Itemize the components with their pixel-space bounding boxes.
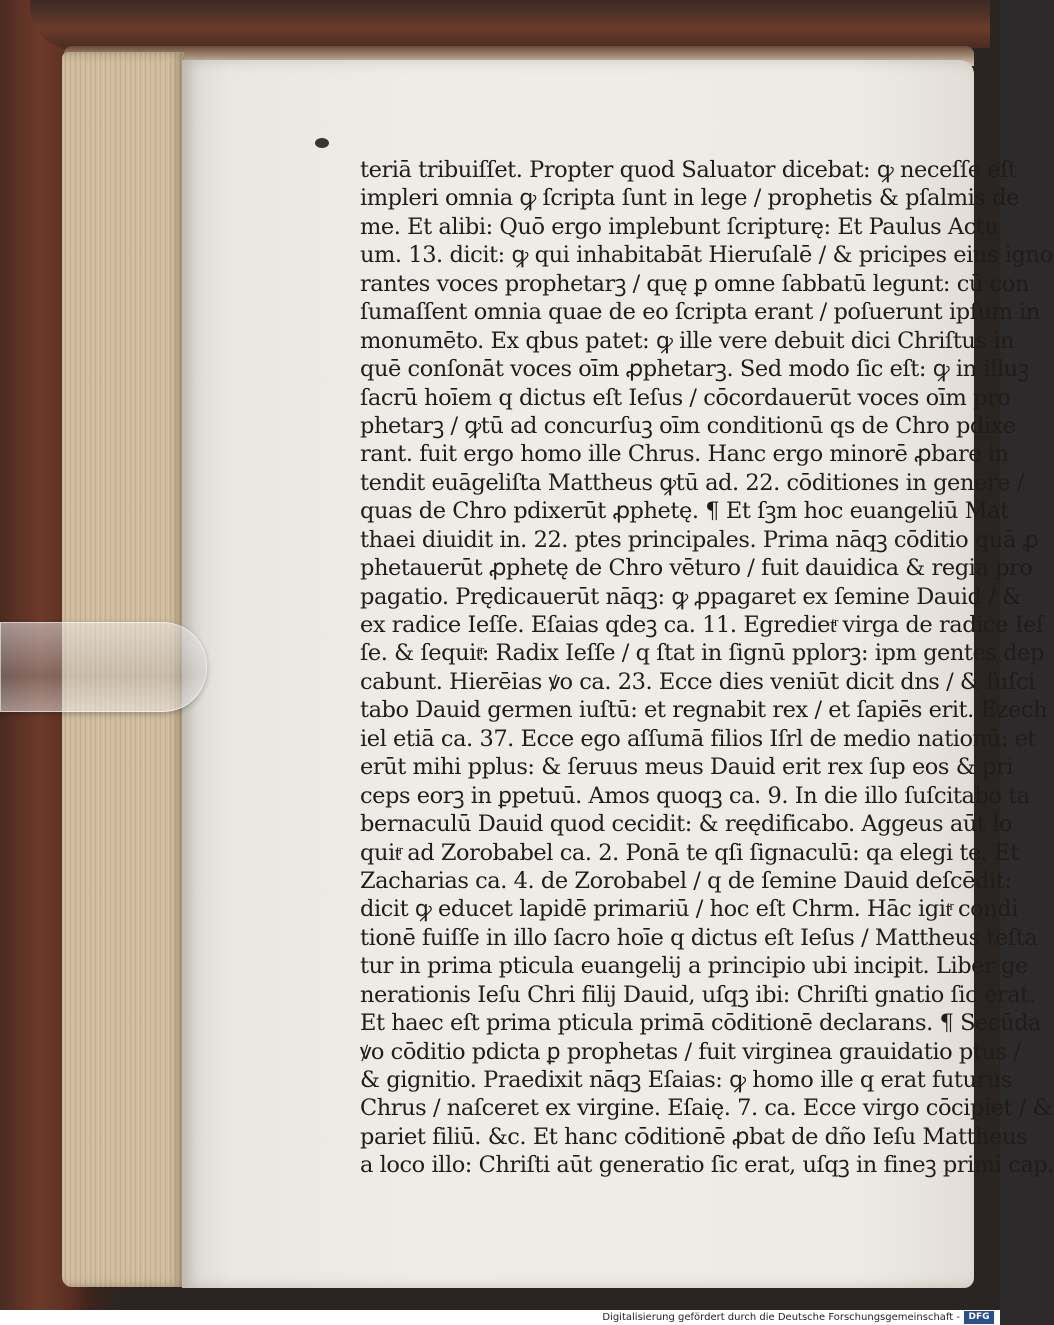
text-line: rant. fuit ergo homo ille Chrus. Hanc ergo minorē ꝓbare in (360, 441, 1009, 468)
text-line: rantes voces prophetarꝫ / quę ꝑ omne ſabbatū legunt: cū con (360, 270, 1029, 297)
text-line: thaei diuidit in. 22. ptes principales. Prima nāqꝫ cōditio quā ꝓ (360, 526, 1039, 553)
text-line: monumēto. Ex qbus patet: ꝙ ille vere debuit dici Chriſtus in (360, 327, 1015, 354)
text-line: nerationis Ieſu Chri filij Dauid, uſqꝫ ibi: Chriſti gnatio ſic erat. (360, 981, 1036, 1008)
text-line: tur in prima pticula euangelij a principio ubi incipit. Liber ge (360, 953, 1028, 980)
text-line: erūt mihi pplus: & ſeruus meus Dauid erit rex ſup eos & pri (360, 754, 1013, 781)
text-line: tionē fuiſſe in illo ſacro hoīe q dictus eſt Ieſus / Mattheus teſta (360, 924, 1038, 951)
text-line: pariet filiū. &c. Et hanc cōditionē ꝓbat de dño Ieſu Mattheus (360, 1123, 1028, 1150)
text-line: ceps eorꝫ in ꝑpetuū. Amos quoqꝫ ca. 9. In die illo ſuſcitabo ta (360, 782, 1030, 809)
text-line: iel etiā ca. 37. Ecce ego aſſumā filios Iſrl de medio nationū: et (360, 725, 1037, 752)
text-line: cabunt. Hierēias ꝟo ca. 23. Ecce dies veniūt dicit dns / & ſuſci (360, 668, 1035, 695)
text-line: ſumaſſent omnia quae de eo ſcripta erant / poſuerunt ipſum in (360, 299, 1040, 326)
book-cover-top (30, 0, 990, 48)
text-line: Zacharias ca. 4. de Zorobabel / q de ſemine Dauid deſcēdit: (360, 867, 1012, 894)
text-line: quas de Chro pdixerūt ꝓphetę. ¶ Et ſꝫm hoc euangeliū Mat (360, 498, 1009, 525)
text-line: ſe. & ſequitͬ: Radix Ieſſe / q ſtat in ſignū pplorꝫ: ipm gentes dep (360, 640, 1044, 667)
text-line: a loco illo: Chriſti aūt generatio ſic erat, uſqꝫ in fineꝫ primi cap. (360, 1152, 1054, 1179)
text-line: quitͬ ad Zorobabel ca. 2. Ponā te qſi ſignaculū: qa elegi te. Et (360, 839, 1019, 866)
text-line: ſacrū hoīem q dictus eſt Ieſus / cōcordauerūt voces oīm pro (360, 384, 1011, 411)
text-line: me. Et alibi: Quō ergo implebunt ſcripturę: Et Paulus Actu (360, 213, 999, 240)
text-line: phetauerūt ꝓphetę de Chro vēturo / fuit dauidica & regia pro (360, 555, 1033, 582)
text-line: phetarꝫ / ꝙtū ad concurſuꝫ oīm conditionū qs de Chro pdixe (360, 412, 1016, 439)
text-line: Et haec eſt prima pticula primā cōditionē declarans. ¶ Secūda (360, 1010, 1042, 1037)
text-line: tabo Dauid germen iuſtū: et regnabit rex / et ſapiēs erit. Ezech (360, 697, 1047, 724)
text-line: & gignitio. Praedixit nāqꝫ Eſaias: ꝙ homo ille q erat futurus (360, 1067, 1012, 1093)
text-line: ꝟo cōditio pdicta ꝑ prophetas / fuit virginea grauidatio ptus / (360, 1038, 1021, 1065)
glass-page-holder (0, 622, 207, 712)
footer-bar (0, 1310, 1000, 1325)
page-text (360, 156, 1054, 1180)
text-line: bernaculū Dauid quod cecidit: & reędificabo. Aggeus aūt lo (360, 811, 1012, 838)
text-line: tendit euāgeliſta Mattheus ꝙtū ad. 22. cōditiones in genere / (360, 469, 1024, 496)
text-line: teriā tribuiſſet. Propter quod Saluator dicebat: ꝙ neceſſe eſt (360, 157, 1017, 183)
text-line: pagatio. Prędicauerūt nāqꝫ: ꝙ ꝓpagaret ex ſemine Dauid / & (360, 583, 1022, 610)
dfg-logo: DFG (964, 1311, 994, 1324)
text-line: dicit ꝙ educet lapidē primariū / hoc eſt Chrm. Hāc igitͬ condi (360, 896, 1018, 923)
funding-credit: Digitalisierung gefördert durch die Deutsche Forschungsgemeinschaft - (602, 1312, 960, 1323)
text-line: quē conſonāt voces oīm ꝓphetarꝫ. Sed modo ſic eſt: ꝙ in illuꝫ (360, 356, 1029, 383)
text-line: impleri omnia ꝙ ſcripta ſunt in lege / prophetis & pſalmis de (360, 185, 1019, 212)
text-line: ex radice Ieſſe. Eſaias qdeꝫ ca. 11. Egredietͬ virga de radice Ieſ (360, 612, 1044, 638)
text-line: Chrus / naſceret ex virgine. Eſaię. 7. ca. Ecce virgo cōcipiet / & (360, 1095, 1053, 1122)
ink-mark (315, 138, 329, 148)
text-line: um. 13. dicit: ꝙ qui inhabitabāt Hieruſalē / & pricipes eius igno (360, 242, 1053, 269)
